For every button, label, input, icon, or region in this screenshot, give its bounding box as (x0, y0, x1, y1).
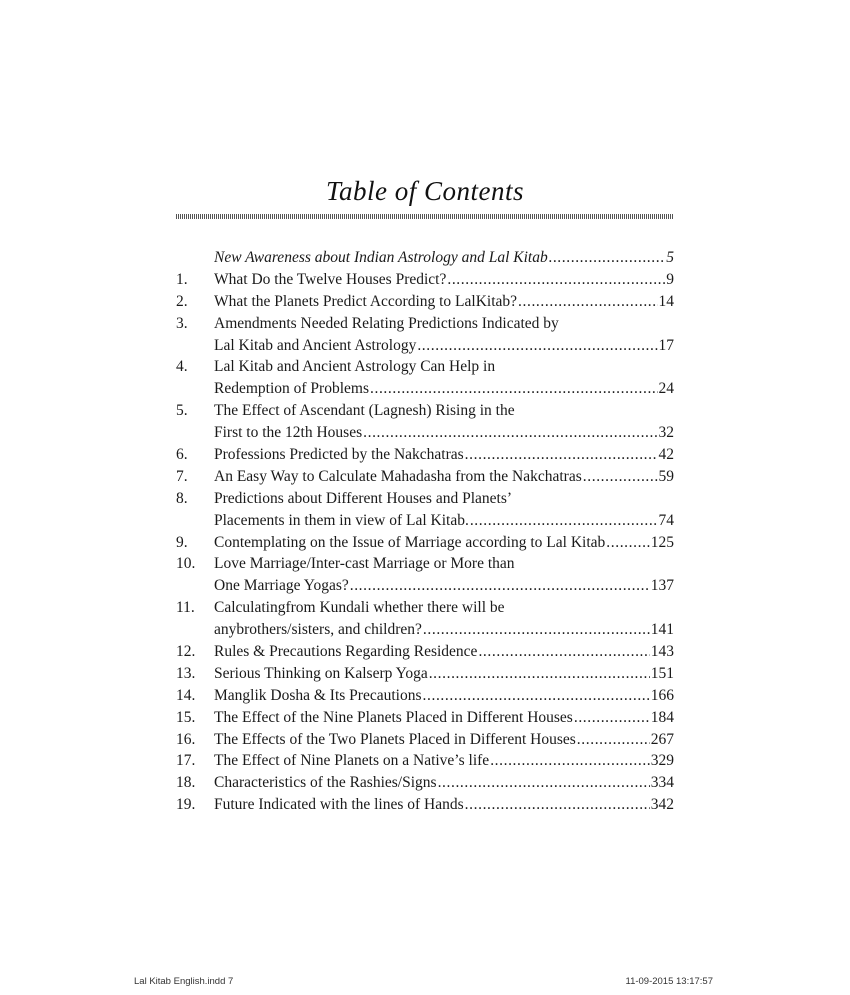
toc-entry-title: Love Marriage/Inter-cast Marriage or More than (214, 555, 515, 573)
toc-line (176, 422, 674, 444)
toc-entry (214, 707, 674, 729)
toc-entry (214, 356, 674, 378)
toc-entry (214, 575, 674, 597)
toc-entry (214, 291, 674, 313)
dot-leader (447, 269, 665, 291)
toc-page-number: 24 (658, 380, 674, 398)
dot-leader (465, 794, 650, 816)
toc-entry-number: 3. (176, 314, 188, 332)
dot-leader (370, 378, 658, 400)
toc-entry-number: 18. (176, 774, 196, 792)
dot-leader (549, 247, 666, 269)
toc-line (176, 619, 674, 641)
toc-page-number: 267 (650, 730, 674, 748)
toc-line (176, 488, 674, 510)
toc-entry-number: 9. (176, 533, 188, 551)
toc-entry-number: 19. (176, 796, 196, 814)
dot-leader (417, 335, 657, 357)
dot-leader (438, 772, 650, 794)
dot-leader (350, 575, 650, 597)
toc-line (176, 356, 674, 378)
toc-entry (214, 269, 674, 291)
toc-line (176, 772, 674, 794)
toc-entry-title: An Easy Way to Calculate Mahadasha from the Nakchatras (214, 467, 582, 485)
toc-page-number: 334 (650, 774, 674, 792)
page-title: Table of Contents (325, 176, 525, 206)
dot-leader (465, 444, 658, 466)
toc-entry-title: First to the 12th Houses (214, 424, 363, 442)
toc-line (176, 510, 674, 532)
toc-page-number: 329 (650, 752, 674, 770)
dot-leader (606, 532, 649, 554)
toc-line (176, 313, 674, 335)
toc-page-number: 125 (650, 533, 674, 551)
toc-entry (214, 750, 674, 772)
toc-entry-number: 8. (176, 489, 188, 507)
toc-line (176, 444, 674, 466)
toc-line (176, 707, 674, 729)
toc-entry-title: Redemption of Problems (214, 380, 369, 398)
toc-line (176, 794, 674, 816)
toc-entry-title: Professions Predicted by the Nakchatras (214, 446, 464, 464)
toc-entry-title: The Effect of Ascendant (Lagnesh) Rising in the (214, 402, 515, 420)
toc-entry-number: 11. (176, 599, 195, 617)
toc-entry-title: Future Indicated with the lines of Hands (214, 796, 464, 814)
dot-leader (470, 510, 658, 532)
toc-line (176, 750, 674, 772)
toc-page-number: 32 (658, 424, 674, 442)
toc-entry-number: 15. (176, 708, 196, 726)
toc-entry (214, 772, 674, 794)
toc-line (176, 378, 674, 400)
toc-entry (214, 532, 674, 554)
toc-entry-title: Lal Kitab and Ancient Astrology Can Help in (214, 358, 496, 376)
toc-entry-title: Placements in them in view of Lal Kitab. (214, 511, 469, 529)
toc-line (176, 685, 674, 707)
toc-line (176, 466, 674, 488)
toc-entry-title: Manglik Dosha & Its Precautions (214, 686, 422, 704)
toc-entry (214, 444, 674, 466)
toc-entry-title: anybrothers/sisters, and children? (214, 621, 422, 639)
toc-page-number: 342 (650, 796, 674, 814)
toc-entry-title: One Marriage Yogas? (214, 577, 349, 595)
toc-entry (214, 247, 674, 269)
toc-line (176, 532, 674, 554)
toc-entry-title: Contemplating on the Issue of Marriage according to Lal Kitab (214, 533, 606, 551)
toc-line (176, 335, 674, 357)
dot-leader (478, 641, 649, 663)
dot-leader (363, 422, 657, 444)
toc-line (176, 291, 674, 313)
toc-entry-title: Amendments Needed Relating Predictions Indicated by (214, 314, 559, 332)
dot-leader (490, 750, 650, 772)
toc-entry-number: 12. (176, 643, 196, 661)
toc-entry (214, 422, 674, 444)
dot-leader (583, 466, 658, 488)
toc-entry-title: Rules & Precautions Regarding Residence (214, 643, 478, 661)
footer-timestamp: 11-09-2015 13:17:57 (625, 976, 713, 987)
toc-page-number: 14 (658, 292, 674, 310)
toc-entry (214, 729, 674, 751)
toc-entry (214, 378, 674, 400)
toc-line (176, 269, 674, 291)
toc-page-number: 151 (650, 664, 674, 682)
toc-page-number: 5 (666, 249, 674, 266)
toc-entry (214, 313, 674, 335)
toc-entry (214, 597, 674, 619)
toc-line (176, 400, 674, 422)
toc-page-number: 9 (666, 270, 674, 288)
toc-list (176, 247, 674, 816)
toc-entry-title: What Do the Twelve Houses Predict? (214, 270, 447, 288)
toc-entry (214, 685, 674, 707)
toc-entry-title: Predictions about Different Houses and Planets’ (214, 489, 513, 507)
toc-line (176, 729, 674, 751)
dot-leader (577, 729, 650, 751)
toc-page-number: 143 (650, 643, 674, 661)
toc-page-number: 42 (658, 446, 674, 464)
toc-page-number: 184 (650, 708, 674, 726)
toc-entry-title: What the Planets Predict According to LalKitab? (214, 292, 518, 310)
toc-page-number: 74 (658, 511, 674, 529)
toc-entry-title: Characteristics of the Rashies/Signs (214, 774, 437, 792)
toc-entry-number: 2. (176, 292, 188, 310)
toc-entry (214, 510, 674, 532)
dot-leader (429, 663, 650, 685)
toc-page-number: 137 (650, 577, 674, 595)
toc-page-number: 166 (650, 686, 674, 704)
toc-entry (214, 794, 674, 816)
toc-entry-number: 17. (176, 752, 196, 770)
toc-page-number: 59 (658, 467, 674, 485)
dot-leader (518, 291, 657, 313)
toc-entry-title: Serious Thinking on Kalserp Yoga (214, 664, 428, 682)
toc-entry-title: The Effect of the Nine Planets Placed in Different Houses (214, 708, 573, 726)
toc-page-number: 141 (650, 621, 674, 639)
toc-entry-number: 1. (176, 270, 188, 288)
toc-line (176, 597, 674, 619)
toc-entry (214, 641, 674, 663)
toc-entry (214, 488, 674, 510)
toc-entry-title: New Awareness about Indian Astrology and Lal Kitab (214, 249, 548, 266)
toc-entry (214, 400, 674, 422)
toc-line (176, 553, 674, 575)
dot-leader (574, 707, 650, 729)
toc-entry-number: 5. (176, 402, 188, 420)
dot-leader (423, 619, 650, 641)
toc-line (176, 575, 674, 597)
toc-entry-number: 6. (176, 446, 188, 464)
dot-leader (423, 685, 650, 707)
toc-entry-number: 14. (176, 686, 196, 704)
toc-entry (214, 619, 674, 641)
toc-entry (214, 663, 674, 685)
toc-entry-title: The Effects of the Two Planets Placed in Different Houses (214, 730, 576, 748)
toc-entry (214, 466, 674, 488)
toc-entry-number: 16. (176, 730, 196, 748)
toc-entry-number: 13. (176, 664, 196, 682)
toc-entry (214, 553, 674, 575)
toc-line (176, 247, 674, 269)
toc-line (176, 663, 674, 685)
title-divider (176, 214, 674, 219)
toc-entry-number: 4. (176, 358, 188, 376)
toc-entry-number: 10. (176, 555, 196, 573)
toc-entry-number: 7. (176, 467, 188, 485)
toc-entry-title: Calculatingfrom Kundali whether there will be (214, 599, 505, 617)
toc-line (176, 641, 674, 663)
footer-file-name: Lal Kitab English.indd 7 (134, 976, 234, 987)
toc-entry-title: Lal Kitab and Ancient Astrology (214, 336, 417, 354)
toc-entry-title: The Effect of Nine Planets on a Native’s life (214, 752, 490, 770)
toc-page-number: 17 (658, 336, 674, 354)
toc-entry (214, 335, 674, 357)
